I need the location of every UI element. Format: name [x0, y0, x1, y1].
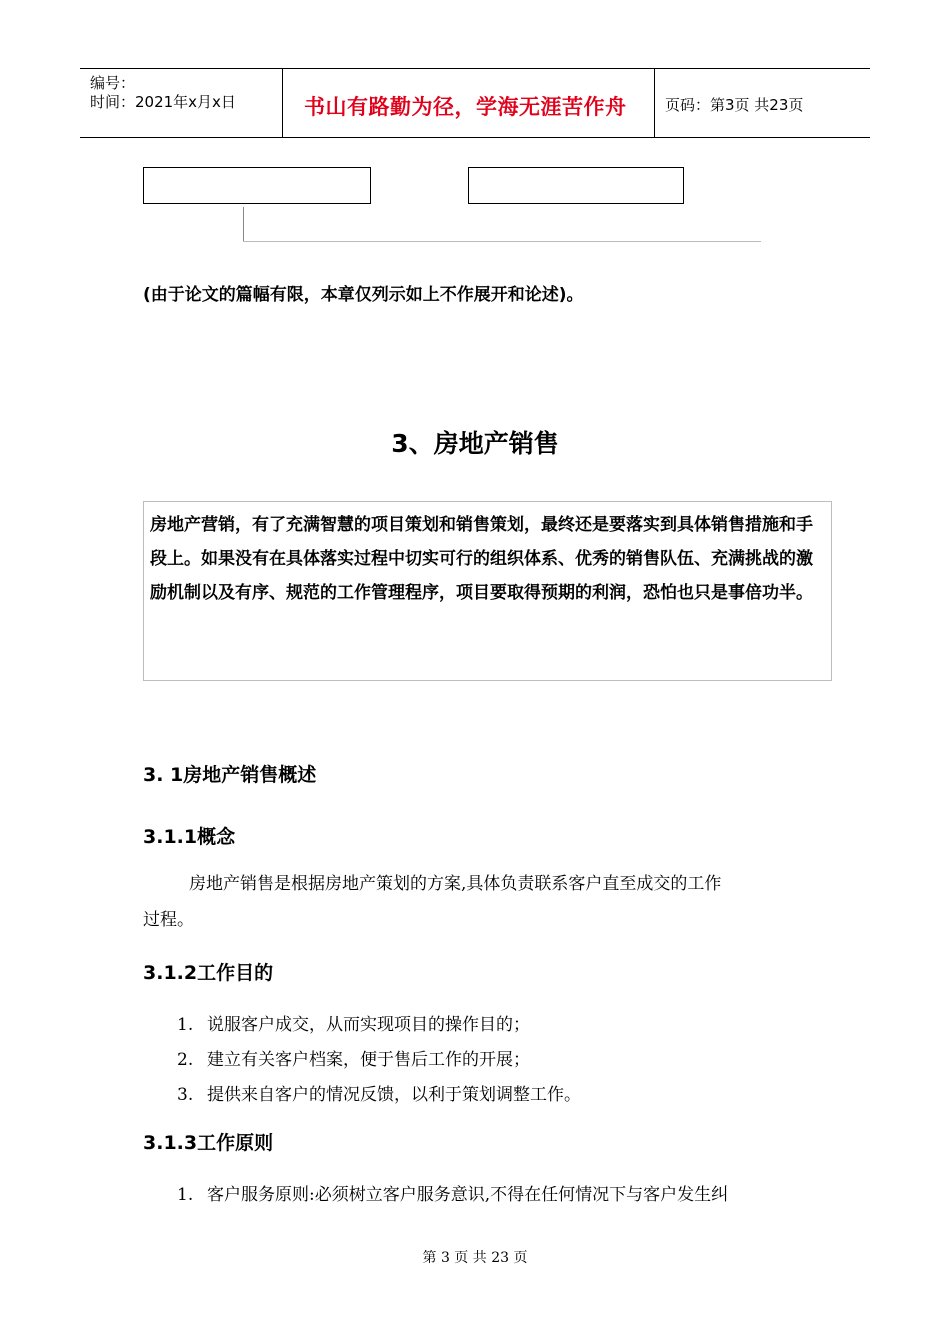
- diagram-connector-horizontal: [243, 241, 761, 242]
- list-item-number: 1.: [177, 1185, 194, 1205]
- section-heading-3-1-3: 3.1.3工作原则: [143, 1132, 274, 1154]
- list-item-number: 1.: [177, 1015, 194, 1035]
- list-item: [177, 1010, 530, 1035]
- header-motto: 书山有路勤为径，学海无涯苦作舟: [304, 95, 627, 119]
- chapter-summary-text: 房地产营销，有了充满智慧的项目策划和销售策划，最终还是要落实到具体销售措施和手段上。如果没有在具体落实过程中切实可行的组织体系、优秀的销售队伍、充满挑战的激励机制以及有序、规范的工作管理程序，项目要取得预期的利润，恐怕也只是事倍功半。: [150, 515, 813, 603]
- diagram-box-left: [143, 167, 371, 204]
- page-header: [80, 68, 870, 138]
- section-heading-3-1: 3. 1房地产销售概述: [143, 764, 317, 786]
- header-info-cell: [80, 69, 283, 137]
- header-page-number: 页码：第3页 共23页: [665, 96, 804, 114]
- diagram-box-right: [468, 167, 684, 204]
- list-item-text: 说服客户成交，从而实现项目的操作目的；: [207, 1015, 530, 1035]
- section-paragraph-concept: [143, 866, 823, 938]
- paragraph-line: 过程。: [143, 910, 194, 930]
- header-page-cell: [655, 69, 870, 137]
- page-footer: 第 3 页 共 23 页: [422, 1250, 528, 1266]
- paragraph-line: 房地产销售是根据房地产策划的方案,具体负责联系客户直至成交的工作: [189, 874, 722, 894]
- list-item-number: 2.: [177, 1050, 194, 1070]
- list-item-text: 客户服务原则:必须树立客户服务意识,不得在任何情况下与客户发生纠: [207, 1185, 729, 1205]
- list-item: [177, 1045, 530, 1070]
- section-heading-3-1-2: 3.1.2工作目的: [143, 962, 274, 984]
- chapter-note: (由于论文的篇幅有限，本章仅列示如上不作展开和论述)。: [143, 285, 584, 305]
- date-label: 时间：2021年x月x日: [90, 93, 236, 111]
- list-item-text: 提供来自客户的情况反馈，以利于策划调整工作。: [207, 1085, 581, 1105]
- list-item-text: 建立有关客户档案，便于售后工作的开展；: [207, 1050, 530, 1070]
- document-number-label: 编号：: [90, 74, 136, 92]
- diagram-connector-vertical: [243, 207, 244, 241]
- list-item: [177, 1180, 728, 1205]
- header-motto-cell: [282, 69, 655, 137]
- list-item-number: 3.: [177, 1085, 194, 1105]
- section-heading-3-1-1: 3.1.1概念: [143, 826, 236, 848]
- chapter-title: 3、房地产销售: [391, 429, 559, 458]
- list-item: [177, 1080, 581, 1105]
- chapter-summary-box: [143, 501, 832, 681]
